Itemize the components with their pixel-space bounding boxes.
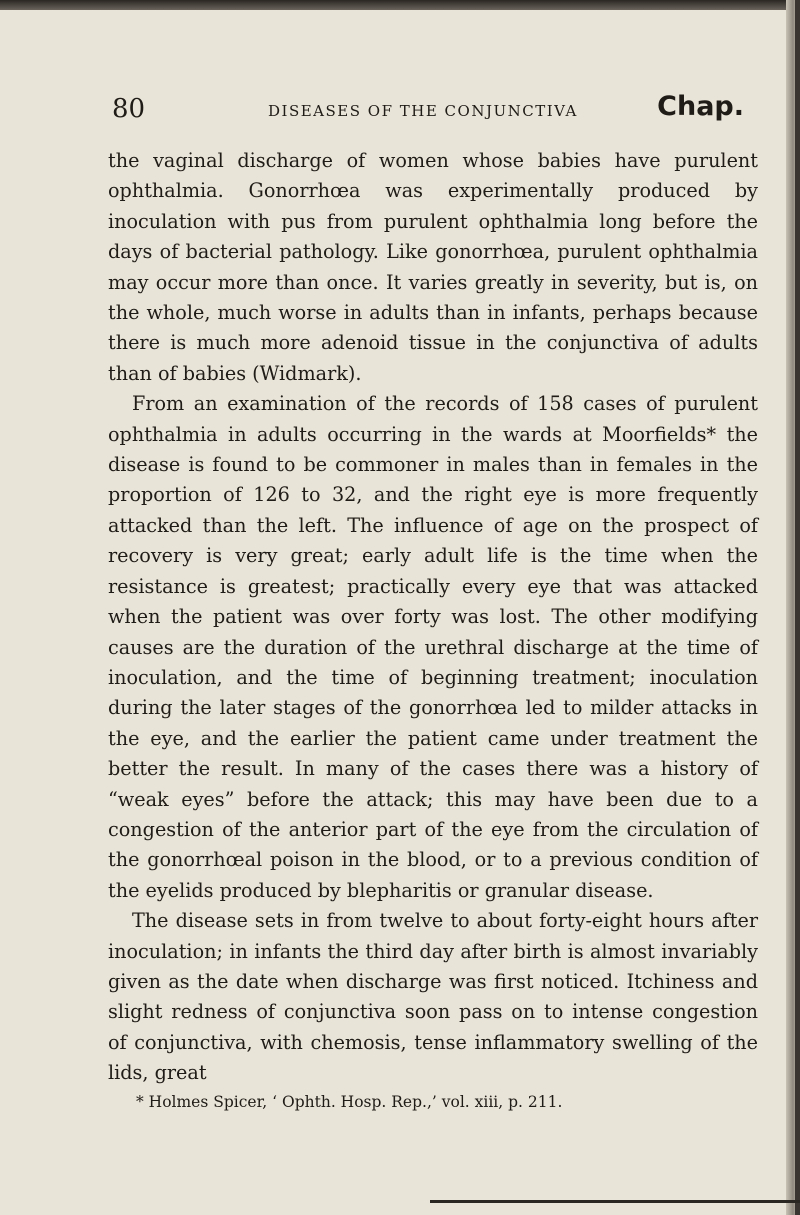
footnote: * Holmes Spicer, ‘ Ophth. Hosp. Rep.,’ vol. xiii, p. 211.	[136, 1092, 563, 1111]
paragraph-moorfields: From an examination of the records of 158 cases of purulent ophthalmia in adults occurring in the wards at Moorfields* the disease is found to be commoner in males than in females in the proportion of 126 to 32, and the right eye is more frequently attacked than the left. The influence of age on the prospect of recovery is very great; early adult life is the time when the resistance is greatest; practically every eye that was attacked when the patient was over forty was lost. The other modifying causes are the duration of the urethral discharge at the time of inoculation, and the time of beginning treatment; inoculation during the later stages of the gonorrhœa led to milder attacks in the eye, and the earlier the patient came under treatment the better the result. In many of the cases there was a history of “weak eyes” before the attack; this may have been due to a congestion of the anterior part of the eye from the circulation of the gonorrhœal poison in the blood, or to a previous condition of the eyelids produced by blepharitis or granular disease.	[108, 392, 758, 902]
chapter-label: Chap.	[657, 91, 744, 122]
page-number: 80	[112, 94, 146, 124]
top-edge-shadow	[0, 0, 800, 10]
body-text	[108, 146, 758, 1089]
book-page	[108, 92, 758, 1113]
page-binding-edge	[795, 0, 800, 1215]
running-head	[108, 92, 758, 126]
paragraph-continued: the vaginal discharge of women whose babies have purulent ophthalmia. Gonorrhœa was experimentally produced by inoculation with pus from purulent ophthalmia long before the days of bacterial pathology. Like gonorrhœa, purulent ophthalmia may occur more than once. It varies greatly in severity, but is, on the whole, much worse in adults than in infants, perhaps because there is much more adenoid tissue in the conjunctiva of adults than of babies (Widmark).	[108, 149, 758, 385]
bottom-edge-shadow	[430, 1200, 800, 1203]
running-title: DISEASES OF THE CONJUNCTIVA	[268, 102, 578, 120]
paragraph-onset: The disease sets in from twelve to about forty-eight hours after inoculation; in infants the third day after birth is almost invariably given as the date when discharge was first noticed. Itchiness and slight redness of conjunctiva soon pass on to intense congestion of conjunctiva, with chemosis, tense inflammatory swelling of the lids, great	[108, 909, 758, 1085]
